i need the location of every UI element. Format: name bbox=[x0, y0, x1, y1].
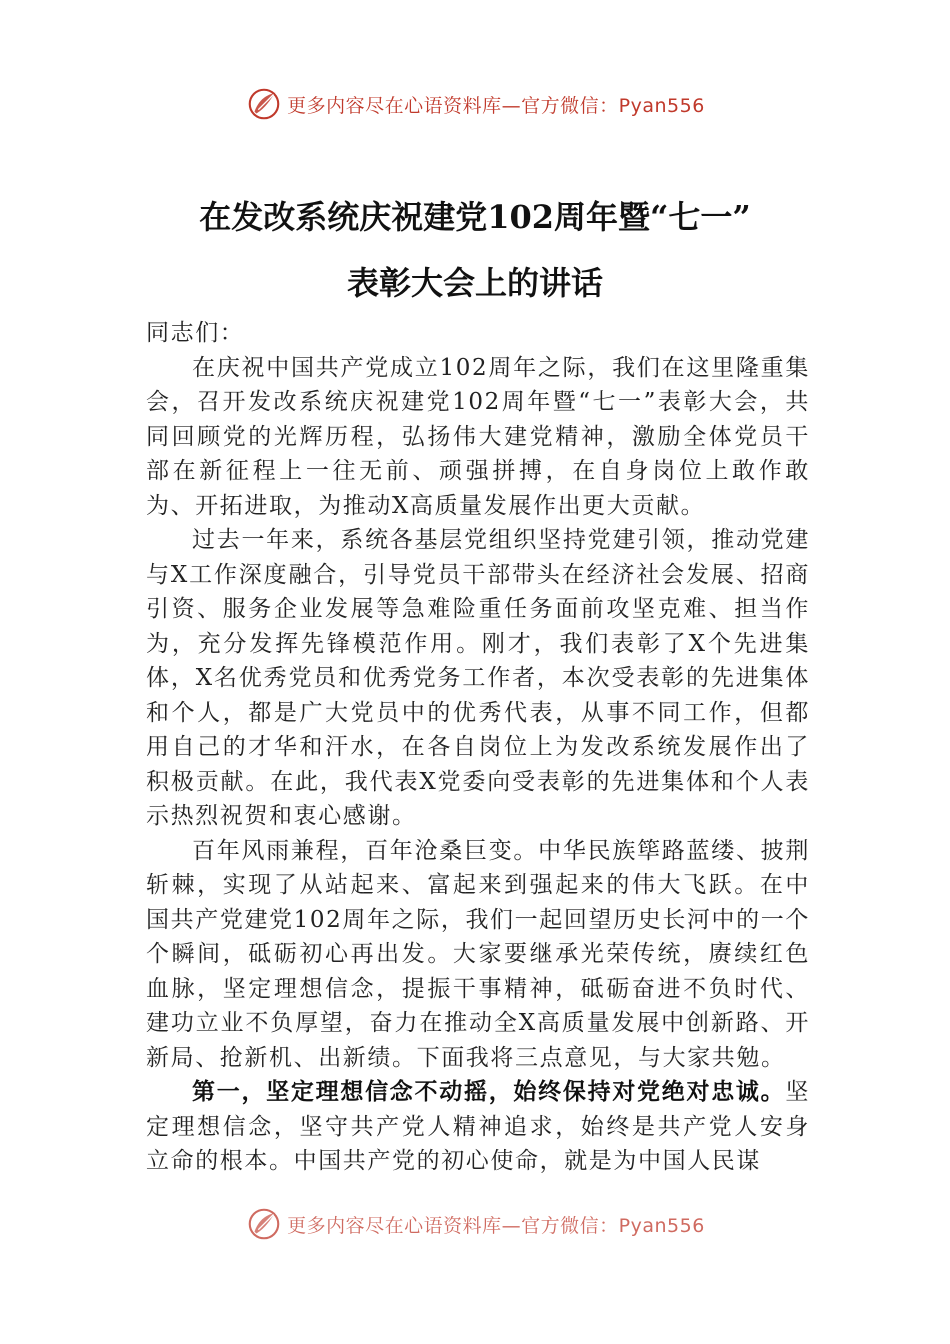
watermark-header bbox=[0, 84, 950, 124]
paragraph-4-text: 坚定理想信念，坚守共产党人精神追求，始终是共产党人安身立命的根本。中国共产党的初心使命，就是为中国人民谋 bbox=[146, 1079, 810, 1174]
watermark-footer bbox=[0, 1204, 950, 1244]
document-body bbox=[146, 316, 810, 1179]
watermark-logo-icon bbox=[245, 1205, 283, 1243]
paragraph-2: 过去一年来，系统各基层党组织坚持党建引领，推动党建与X工作深度融合，引导党员干部带头在经济社会发展、招商引资、服务企业发展等急难险重任务面前攻坚克难、担当作为，充分发挥先锋模范作用。刚才，我们表彰了X个先进集体，X名优秀党员和优秀党务工作者，本次受表彰的先进集体和个人，都是广大党员中的优秀代表，从事不同工作，但都用自己的才华和汗水，在各自岗位上为发改系统发展作出了积极贡献。在此，我代表X党委向受表彰的先进集体和个人表示热烈祝贺和衷心感谢。 bbox=[146, 527, 810, 829]
watermark-text: 更多内容尽在心语资料库—官方微信：Pyan556 bbox=[287, 94, 705, 117]
watermark-logo-icon bbox=[245, 85, 283, 123]
paragraph-1: 在庆祝中国共产党成立102周年之际，我们在这里隆重集会，召开发改系统庆祝建党102周年暨“七一”表彰大会，共同回顾党的光辉历程，弘扬伟大建党精神，激励全体党员干部在新征程上一往无前、顽强拼搏，在自身岗位上敢作敢为、开拓进取，为推动X高质量发展作出更大贡献。 bbox=[146, 354, 810, 519]
document-title-line2: 表彰大会上的讲话 bbox=[346, 264, 603, 302]
paragraph-4 bbox=[146, 1075, 810, 1179]
paragraph-3: 百年风雨兼程，百年沧桑巨变。中华民族筚路蓝缕、披荆斩棘，实现了从站起来、富起来到强起来的伟大飞跃。在中国共产党建党102周年之际，我们一起回望历史长河中的一个个瞬间，砥砺初心再出发。大家要继承光荣传统，赓续红色血脉，坚定理想信念，提振干事精神，砥砺奋进不负时代、建功立业不负厚望，奋力在推动全X高质量发展中创新路、开新局、抢新机、出新绩。下面我将三点意见，与大家共勉。 bbox=[146, 837, 810, 1071]
document-title-line1: 在发改系统庆祝建党102周年暨“七一” bbox=[199, 198, 751, 236]
watermark-text: 更多内容尽在心语资料库—官方微信：Pyan556 bbox=[287, 1214, 705, 1237]
section-heading-1: 第一，坚定理想信念不动摇，始终保持对党绝对忠诚。 bbox=[192, 1078, 786, 1105]
salutation: 同志们： bbox=[146, 320, 245, 346]
